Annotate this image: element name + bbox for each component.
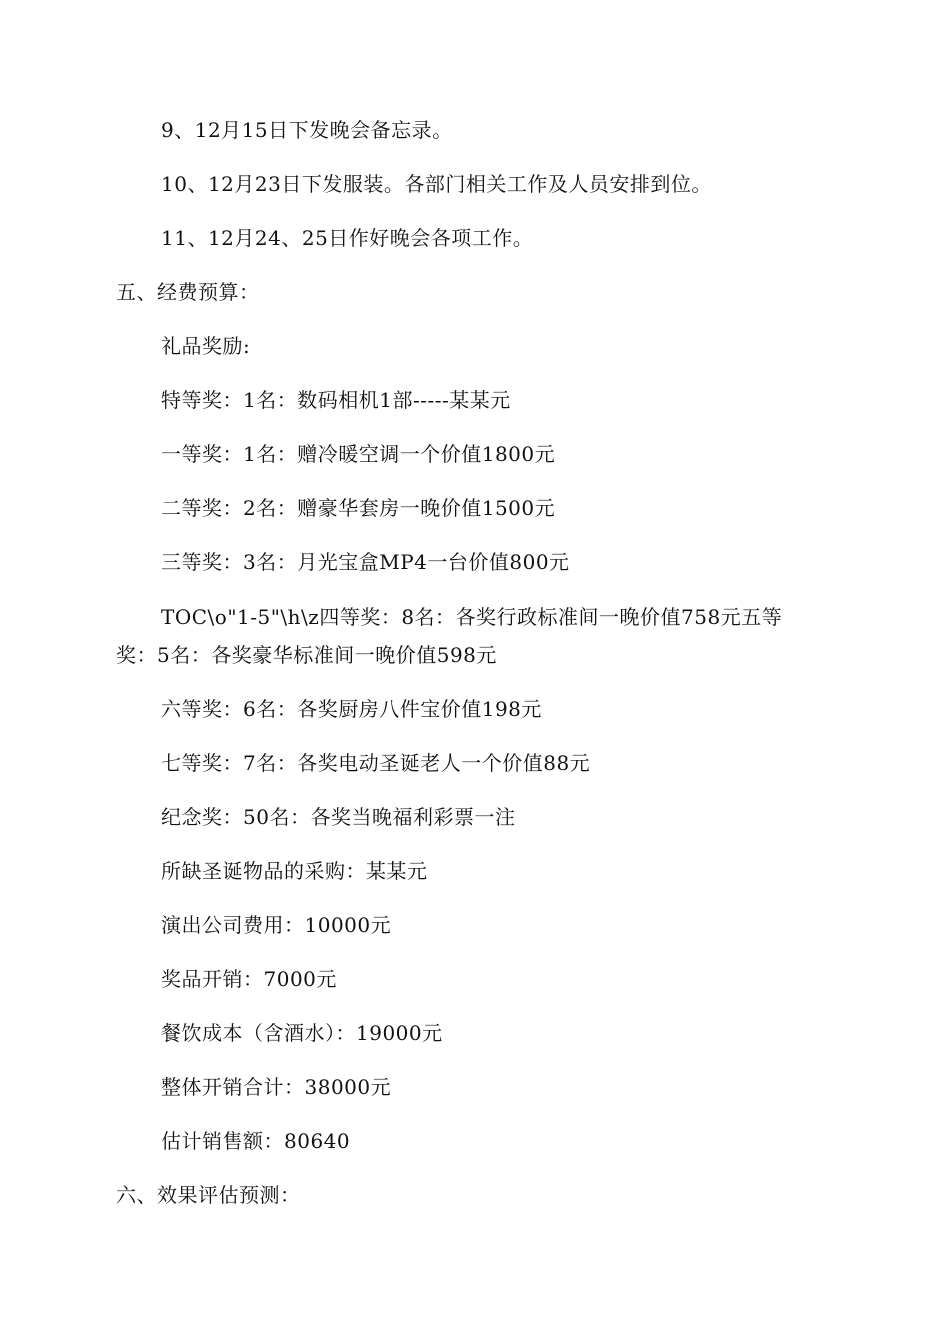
cost-line: 估计销售额：80640 xyxy=(161,1129,351,1153)
cost-line: 整体开销合计：38000元 xyxy=(161,1075,392,1099)
schedule-item-10: 10、12月23日下发服装。各部门相关工作及人员安排到位。 xyxy=(161,172,712,196)
cost-line: 餐饮成本（含酒水）：19000元 xyxy=(161,1021,443,1045)
prize-line-wrapped-end: 奖：5名：各奖豪华标准间一晚价值598元 xyxy=(116,643,497,667)
prize-line: 七等奖：7名：各奖电动圣诞老人一个价值88元 xyxy=(161,751,591,775)
prize-line: 一等奖：1名：赠冷暖空调一个价值1800元 xyxy=(161,442,556,466)
section-heading-budget: 五、经费预算： xyxy=(116,280,260,304)
cost-line: 所缺圣诞物品的采购：某某元 xyxy=(161,859,428,883)
schedule-item-9: 9、12月15日下发晚会备忘录。 xyxy=(161,118,453,142)
cost-line: 奖品开销：7000元 xyxy=(161,967,337,991)
prize-line: 特等奖：1名：数码相机1部-----某某元 xyxy=(161,388,511,412)
cost-line: 演出公司费用：10000元 xyxy=(161,913,392,937)
prize-line: 纪念奖：50名：各奖当晚福利彩票一注 xyxy=(161,805,516,829)
prize-line: 六等奖：6名：各奖厨房八件宝价值198元 xyxy=(161,697,542,721)
prize-line: 三等奖：3名：月光宝盒MP4一台价值800元 xyxy=(161,550,570,574)
section-heading-evaluation: 六、效果评估预测： xyxy=(116,1183,301,1207)
prize-line-wrapped-start: TOC\o"1-5"\h\z四等奖：8名：各奖行政标准间一晚价值758元五等 xyxy=(161,605,783,629)
gifts-heading: 礼品奖励: xyxy=(161,334,251,358)
schedule-item-11: 11、12月24、25日作好晚会各项工作。 xyxy=(161,226,534,250)
prize-line: 二等奖：2名：赠豪华套房一晚价值1500元 xyxy=(161,496,556,520)
